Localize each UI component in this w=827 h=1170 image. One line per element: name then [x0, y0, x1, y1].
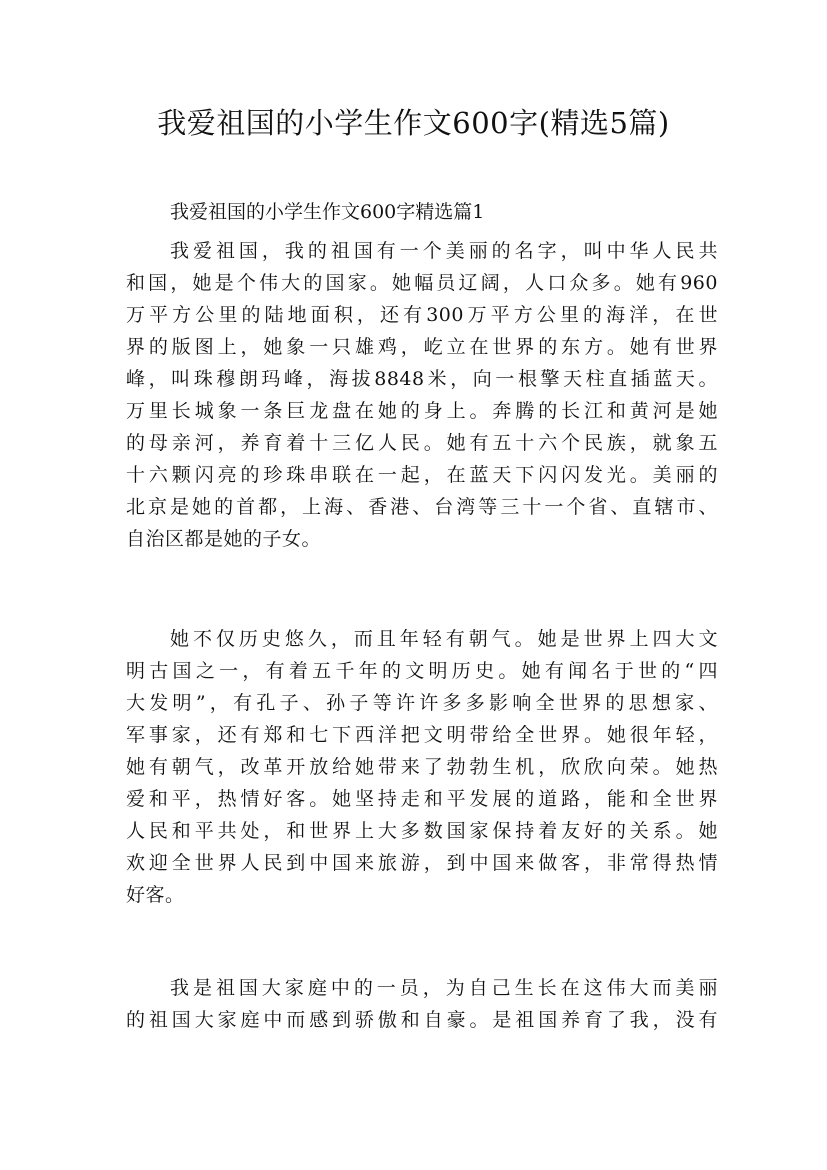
paragraph-line: 她不仅历史悠久，而且年轻有朝气。她是世界上四大文 [170, 628, 718, 650]
document-title: 我爱祖国的小学生作文600字(精选5篇) [157, 106, 670, 140]
paragraph-line: 好客。 [126, 884, 185, 906]
paragraph-line: 欢迎全世界人民到中国来旅游，到中国来做客，非常得热情 [126, 852, 718, 874]
paragraph-line: 她有朝气，改革开放给她带来了勃勃生机，欣欣向荣。她热 [126, 756, 718, 778]
paragraph-line: 万里长城象一条巨龙盘在她的身上。奔腾的长江和黄河是她 [126, 400, 718, 422]
paragraph-line: 和国，她是个伟大的国家。她幅员辽阔，人口众多。她有960 [126, 272, 718, 294]
paragraph-line: 我爱祖国，我的祖国有一个美丽的名字，叫中华人民共 [170, 240, 718, 262]
paragraph-line: 自治区都是她的子女。 [126, 528, 322, 550]
paragraph-line: 明古国之一，有着五千年的文明历史。她有闻名于世的“四 [126, 660, 718, 682]
paragraph-1 [126, 235, 718, 555]
paragraph-line: 军事家，还有郑和七下西洋把文明带给全世界。她很年轻， [126, 724, 718, 746]
paragraph-line: 的祖国大家庭中而感到骄傲和自豪。是祖国养育了我，没有 [126, 1009, 718, 1031]
paragraph-3 [126, 972, 718, 1036]
paragraph-line: 峰，叫珠穆朗玛峰，海拔8848米，向一根擎天柱直插蓝天。 [126, 368, 718, 390]
paragraph-line: 爱和平，热情好客。她坚持走和平发展的道路，能和全世界 [126, 788, 718, 810]
paragraph-line: 人民和平共处，和世界上大多数国家保持着友好的关系。她 [126, 820, 718, 842]
paragraph-line: 我是祖国大家庭中的一员，为自己生长在这伟大而美丽 [170, 977, 718, 999]
paragraph-line: 北京是她的首都，上海、香港、台湾等三十一个省、直辖市、 [126, 496, 718, 518]
paragraph-line: 十六颗闪亮的珍珠串联在一起，在蓝天下闪闪发光。美丽的 [126, 464, 718, 486]
paragraph-line: 界的版图上，她象一只雄鸡，屹立在世界的东方。她有世界 [126, 336, 718, 358]
paragraph-line: 的母亲河，养育着十三亿人民。她有五十六个民族，就象五 [126, 432, 718, 454]
paragraph-2 [126, 623, 718, 911]
paragraph-line: 万平方公里的陆地面积，还有300万平方公里的海洋，在世 [126, 304, 718, 326]
paragraph-line: 大发明”，有孔子、孙子等许许多多影响全世界的思想家、 [126, 692, 718, 714]
section-heading: 我爱祖国的小学生作文600字精选篇1 [170, 201, 485, 223]
